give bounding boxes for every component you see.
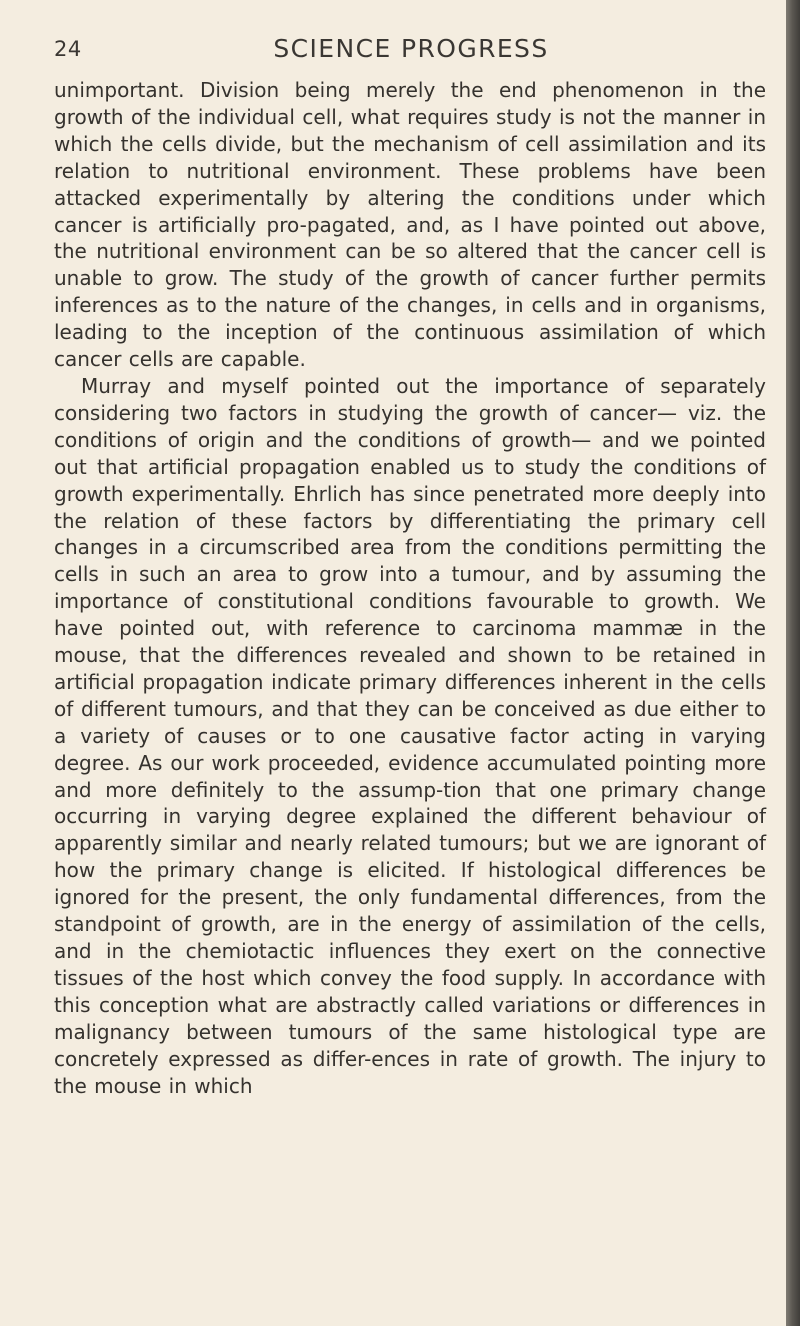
paragraph-murray: Murray and myself pointed out the importance of separately considering two factors in studying the growth of cancer— viz. the conditions of origin and the conditions of growth— and we pointed out that artificial propagation enabled us to study the conditions of growth experimentally. Ehrlich has since penetrated more deeply into the relation of these factors by differentiating the primary cell changes in a circumscribed area from the conditions permitting the cells in such an area to grow into a tumour, and by assuming the importance of constitutional conditions favourable to growth. We have pointed out, with reference to carcinoma mammæ in the mouse, that the differences revealed and shown to be retained in artificial propagation indicate primary differences inherent in the cells of different tumours, and that they can be conceived as due either to a variety of causes or to one causative factor acting in varying degree. As our work proceeded, evidence accumulated pointing more and more definitely to the assump-tion that one primary change occurring in varying degree explained the different behaviour of apparently similar and nearly related tumours; but we are ignorant of how the primary change is elicited. If histological differences be ignored for the present, the only fundamental differences, from the standpoint of growth, are in the energy of assimilation of the cells, and in the chemiotactic influences they exert on the connective tissues of the host which convey the food supply. In accordance with this conception what are abstractly called variations or differences in malignancy between tumours of the same histological type are concretely expressed as differ-ences in rate of growth. The injury to the mouse in which [54, 373, 766, 1098]
journal-title: SCIENCE PROGRESS [273, 34, 549, 63]
paragraph-continued: unimportant. Division being merely the end phenomenon in the growth of the individual cell, what requires study is not the manner in which the cells divide, but the mechanism of cell assimilation and its relation to nutritional environment. These problems have been attacked experimentally by altering the conditions under which cancer is artificially pro-pagated, and, as I have pointed out above, the nutritional environment can be so altered that the cancer cell is unable to grow. The study of the growth of cancer further permits inferences as to the nature of the changes, in cells and in organisms, leading to the inception of the continuous assimilation of which cancer cells are capable. [54, 78, 766, 372]
page-number: 24 [54, 37, 82, 61]
page-edge-shadow [786, 0, 800, 1326]
body-text [54, 77, 766, 1099]
running-head [54, 34, 768, 70]
